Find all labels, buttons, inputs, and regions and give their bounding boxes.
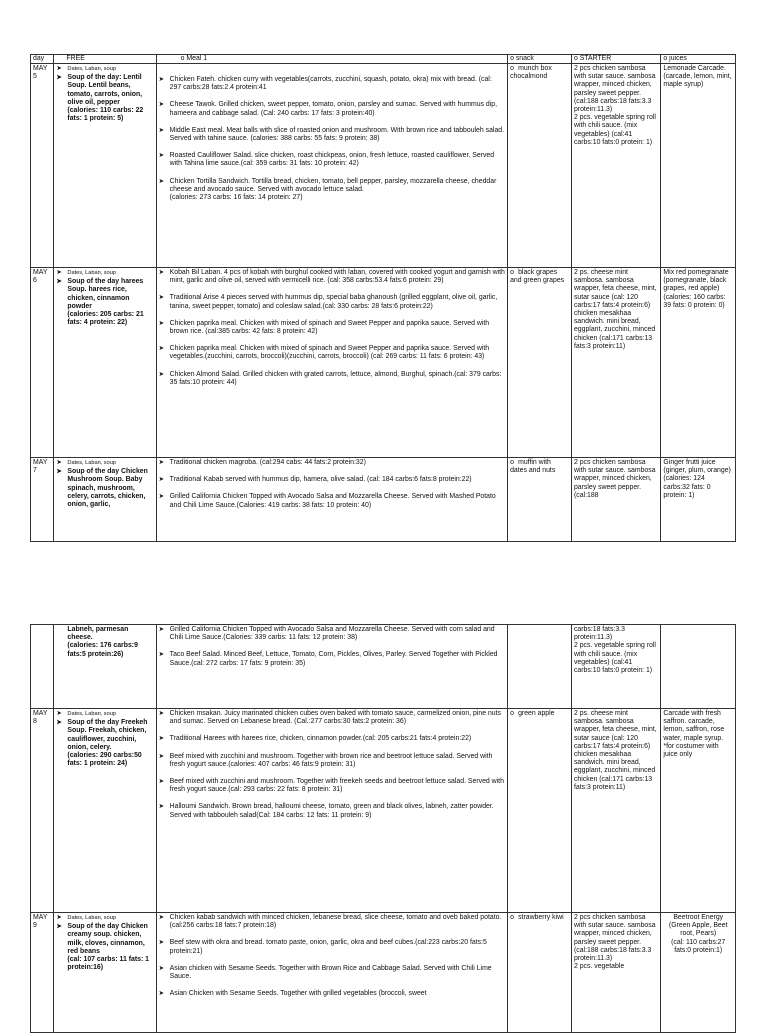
meal-option: ➤ Asian Chicken with Sesame Seeds. Together with grilled vegetables (broccoli, sweet [159, 990, 505, 998]
header-row [31, 55, 736, 64]
juice-cell: Lemonade Carcade. (carcade, lemon, mint, maple syrup) [661, 64, 736, 268]
snack-text: strawberry kiwi [518, 914, 564, 921]
header-snack: o snack [508, 55, 572, 64]
meal-option: ➤ Traditional Arise 4 pieces served with hummus dip, special baba ghanoush (grilled eggplant, olive oil, garlic, tanina, sweet pepper, tomato) and coleslaw salad.(cal: 330 carbs: 28 fats:6 protein:22) [159, 294, 505, 310]
free-cell: Labneh, parmesan cheese. (calories: 176 carbs:9 fats:5 protein:26) [54, 625, 156, 709]
table-row [31, 709, 736, 913]
snack-cell [508, 625, 572, 709]
header-day: day [31, 55, 54, 64]
table-row [31, 268, 736, 458]
meal-cell [156, 709, 507, 913]
juice-cell: Ginger frutti juice (ginger, plum, orange) (calories: 124 carbs:32 fats: 0 protein: 1) [661, 458, 736, 542]
meal-cell [156, 458, 507, 542]
meal-option: ➤ Chicken Fateh. chicken curry with vegetables(carrots, zucchini, squash, potato, okra) mix with bread. (cal: 297 carbs:28 fats:2.4 protein:41 [159, 76, 505, 92]
meal-option: ➤ Roasted Cauliflower Salad. slice chicken, roast chickpeas, onion, fresh lettuce, roasted cauliflower. Served with Tahina lime sauce.(cal: 359 carbs: 31 fats: 10 protein: 42) [159, 152, 505, 168]
free-cell [54, 709, 156, 913]
free-item: ➤ Dates, Laban, soup [56, 710, 153, 718]
header-starter: o STARTER [571, 55, 660, 64]
day-cell: MAY 5 [31, 64, 54, 268]
meal-option: ➤ Traditional Kabab served with hummus dip, hamera, olive salad. (cal: 184 carbs:6 fats:8 protein:22) [159, 476, 505, 484]
meal-option: ➤ Traditional chicken magroba. (cal:294 cabs: 44 fats:2 protein:32) [159, 459, 505, 467]
juice-cell: Mix red pomegranate (pomegranate, black grapes, red apple) (calories: 160 carbs: 39 fats: 0 protein: 0) [661, 268, 736, 458]
snack-cell: o munch box chocalmond [508, 64, 572, 268]
juice-cell: Carcade with fresh saffron. carcade, lemon, saffron, rose water, maple syrup. *for costumer with juice only [661, 709, 736, 913]
day-cell: MAY 6 [31, 268, 54, 458]
free-item: ➤ Soup of the day harees Soup. harees rice, chicken, cinnamon powder (calories: 205 carbs: 21 fats: 4 protein: 22) [56, 278, 153, 327]
free-cell [54, 64, 156, 268]
meal-option: ➤ Chicken Almond Salad. Grilled chicken with grated carrots, lettuce, almond, Burghul, spinach.(cal: 379 carbs: 35 fats:10 protein: 44) [159, 371, 505, 387]
free-item: ➤ Soup of the day Freekeh Soup. Freekah, chicken, cauliflower, zucchini, onion, celery. (calories: 290 carbs:50 fats: 1 protein: 24) [56, 719, 153, 768]
meal-option: ➤ Chicken paprika meal. Chicken with mixed of spinach and Sweet Pepper and paprika sauce. Served with brown rice. (cal:385 carbs: 42 fats: 8 protein: 42) [159, 320, 505, 336]
free-cell [54, 458, 156, 542]
meal-option: ➤ Kobah Bil Laban. 4 pcs of kobah with burghul cooked with laban, covered with cooked yogurt and garnish with mint, garlic and olive oil, served with vermicelli rice. (cal: 358 carbs:53.4 fats:6 protein: 29) [159, 269, 505, 285]
juice-cell [661, 625, 736, 709]
meal-option: ➤ Beef mixed with zucchini and mushroom. Together with brown rice and beetroot lettuce salad. Served with fresh yogurt sauce.(calories: 407 carbs: 46 fats:9 protein: 31) [159, 753, 505, 769]
juice-cell: Beetroot Energy (Green Apple, Beet root, Pears) (cal: 110 carbs:27 fats:0 protein:1) [661, 913, 736, 1033]
table-row [31, 913, 736, 1033]
meal-option: ➤ Asian chicken with Sesame Seeds. Together with Brown Rice and Cabbage Salad. Served with Chili Lime Sauce. [159, 965, 505, 981]
free-item: ➤ Dates, Laban, soup [56, 269, 153, 277]
meal-option: ➤ Chicken msakan. Juicy marinated chicken cubes oven baked with tomato sauce, carmelized onion, pine nuts and sumac. Served on Lebanese bread. (Cal.:277 carbs:30 fats:2 protein: 36) [159, 710, 505, 726]
free-item: ➤ Soup of the day Chicken Mushroom Soup. Baby spinach, mushroom, celery, carrots, chicken, onion, garlic, [56, 468, 153, 509]
table-row [31, 625, 736, 709]
meal-option: ➤ Beef stew with okra and bread. tomato paste, onion, garlic, okra and beef cubes.(cal:223 carbs:20 fats:5 protein:21) [159, 939, 505, 955]
free-item: ➤ Dates, Laban, soup [56, 914, 153, 922]
free-item: ➤ Dates, Laban, soup [56, 459, 153, 467]
meal-option: ➤ Grilled California Chicken Topped with Avocado Salsa and Mozzarella Cheese. Served with Mashed Potato and Chili Lime Sauce.(Calories: 419 carbs: 38 fats: 10 protein: 40) [159, 493, 505, 509]
meal-option: ➤ Traditional Harees with harees rice, chicken, cinnamon powder.(cal: 205 carbs:21 fats:4 protein:22) [159, 735, 505, 743]
meal-option: ➤ Taco Beef Salad. Minced Beef, Lettuce, Tomato, Corn, Pickles, Olives, Parley. Served Together with Pickled Sauce.(cal: 272 carbs: 17 fats: 9 protein: 35) [159, 651, 505, 667]
starter-cell: 2 pcs chicken sambosa with sutar sauce. sambosa wrapper, minced chicken, parsley sweet pepper.(cal:188 carbs:18 fats:3.3 protein:11.3) 2 pcs. vegetable [571, 913, 660, 1033]
starter-cell: 2 pcs chicken sambosa with sutar sauce. sambosa wrapper, minced chicken, parsley sweet pepper.(cal:188 carbs:18 fats:3.3 protein:11.3) 2 pcs. vegetable spring roll with chili sauce. (mix vegetables) (cal:41 carbs:10 fats:0 protein: 1) [571, 64, 660, 268]
day-cell: MAY 7 [31, 458, 54, 542]
snack-text: munch box chocalmond [510, 65, 552, 81]
starter-cell: 2 ps. cheese mint sambosa. sambosa wrapper, feta cheese, mint, sutar sauce (cal: 120 carbs:17 fats:4 protein:6) chicken mesakhaa sandwich. mini bread, eggplant, zucchini, minced chicken (cal:171 carbs:13 fats:3 protein:11) [571, 268, 660, 458]
meal-option: ➤ Halloumi Sandwich. Brown bread, halloumi cheese, tomato, green and black olives, labneh, zatter powder. Served with tabbouleh salad(Cal: 184 carbs: 12 fats: 11 protein: 9) [159, 803, 505, 819]
day-cell: MAY 9 [31, 913, 54, 1033]
menu-table-page-1 [30, 54, 736, 542]
free-item: ➤ Soup of the day: Lentil Soup. Lentil beans, tomato, carrots, onion, olive oil, pepper (calories: 110 carbs: 22 fats: 1 protein: 5) [56, 74, 153, 123]
meal-option: ➤ Chicken kabab sandwich with minced chicken, lebanese bread, slice cheese, tomato and oveb baked potato. (cal:256 carbs:18 fats:7 protein:18) [159, 914, 505, 930]
snack-cell: o muffin with dates and nuts [508, 458, 572, 542]
meal-option: ➤ Chicken Tortilla Sandwich. Tortilla bread, chicken, tomato, bell pepper, parsley, mozzarella cheese, cheddar cheese and avocado sauce. Served with avocado lettuce salad. (calories: 273 carbs: 16 fats: 14 protein: 27) [159, 178, 505, 203]
header-meal: o Meal 1 [156, 55, 507, 64]
free-item: ➤ Soup of the day Chicken creamy soup. chicken, milk, cloves, cinnamon, red beans (cal: 107 carbs: 11 fats: 1 protein:16) [56, 923, 153, 972]
snack-text: black grapes and green grapes [510, 269, 565, 285]
meal-cell [156, 625, 507, 709]
day-cell [31, 625, 54, 709]
snack-cell: o black grapes and green grapes [508, 268, 572, 458]
free-cell [54, 913, 156, 1033]
meal-option: ➤ Grilled California Chicken Topped with Avocado Salsa and Mozzarella Cheese. Served with corn salad and Chili Lime Sauce.(Calories: 339 carbs: 11 fats: 12 protein: 38) [159, 626, 505, 642]
snack-text: green apple [518, 710, 555, 717]
header-juices: o juices [661, 55, 736, 64]
free-cell [54, 268, 156, 458]
meal-option: ➤ Cheese Tawok. Grilled chicken, sweet pepper, tomato, onion, parsley and sumac. Served with hummus dip, hameera and cabbage salad. (Cal: 240 carbs: 17 fats: 3 protein:40) [159, 101, 505, 117]
meal-cell [156, 913, 507, 1033]
snack-text: muffin with dates and nuts [510, 459, 556, 475]
starter-cell: 2 pcs chicken sambosa with sutar sauce. sambosa wrapper, minced chicken, parsley sweet pepper.(cal:188 [571, 458, 660, 542]
table-row [31, 64, 736, 268]
meal-option: ➤ Beef mixed with zucchini and mushroom. Together with freekeh seeds and beetroot lettuce salad. Served with fresh yogurt sauce.(cal: 293 carbs: 22 fats: 8 protein: 31) [159, 778, 505, 794]
free-item: ➤ Dates, Laban, soup [56, 65, 153, 73]
meal-option: ➤ Chicken paprika meal. Chicken with mixed of spinach and Sweet Pepper and paprika sauce. Served with vegetables.(zucchini, carrots, broccoli)(zucchini, carrots, broccoli) (cal: 269 carbs: 11 fats: 6 protein: 43) [159, 345, 505, 361]
meal-cell [156, 64, 507, 268]
starter-cell: carbs:18 fats:3.3 protein:11.3) 2 pcs. vegetable spring roll with chili sauce. (mix vegetables) (cal:41 carbs:10 fats:0 protein: 1) [571, 625, 660, 709]
starter-cell: 2 ps. cheese mint sambosa. sambosa wrapper, feta cheese, mint, sutar sauce (cal: 120 carbs:17 fats:4 protein:6) chicken mesakhaa sandwich. mini bread, eggplant, zucchini, minced chicken (cal:171 carbs:13 fats:3 protein:11) [571, 709, 660, 913]
meal-cell [156, 268, 507, 458]
meal-option: ➤ Middle East meal. Meat balls with slice of roasted onion and mushroom. With brown rice and tabbouleh salad. Served with tahine sauce. (calories: 388 carbs: 55 fats: 9 protein: 38) [159, 127, 505, 143]
menu-table-page-2 [30, 624, 736, 1033]
snack-cell: o strawberry kiwi [508, 913, 572, 1033]
table-row [31, 458, 736, 542]
day-cell: MAY 8 [31, 709, 54, 913]
header-free: FREE [54, 55, 156, 64]
snack-cell: o green apple [508, 709, 572, 913]
